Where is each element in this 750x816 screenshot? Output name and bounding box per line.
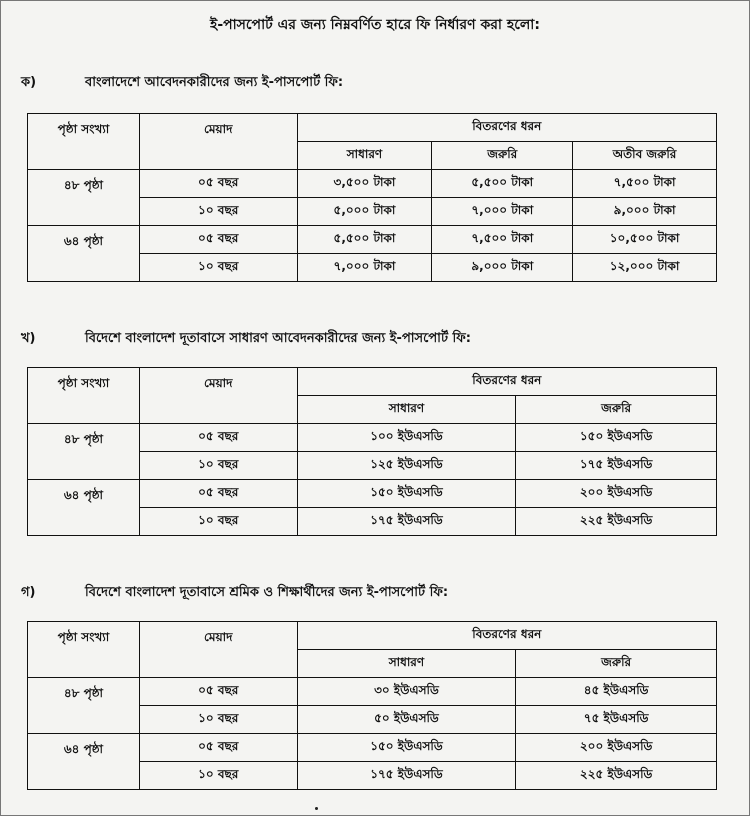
table-row: [28, 480, 717, 508]
validity-cell: ০৫ বছর: [139, 734, 297, 762]
section-a-label: ক): [21, 75, 37, 90]
header-super-express: অতীব জরুরি: [573, 142, 717, 170]
header-express: জরুরি: [516, 396, 717, 424]
regular-fee-cell: ৫,৫০০ টাকা: [297, 226, 432, 254]
header-regular: সাধারণ: [297, 650, 516, 678]
page-dot: [315, 807, 318, 810]
header-validity: মেয়াদ: [139, 622, 297, 678]
header-delivery: বিতরণের ধরন: [297, 114, 716, 142]
super-express-fee-cell: ৯,০০০ টাকা: [573, 198, 717, 226]
regular-fee-cell: ১০০ ইউএসডি: [297, 424, 516, 452]
table-row: [28, 226, 717, 254]
validity-cell: ১০ বছর: [139, 762, 297, 790]
table-row: [28, 424, 717, 452]
validity-cell: ০৫ বছর: [139, 170, 297, 198]
express-fee-cell: ২২৫ ইউএসডি: [516, 508, 717, 536]
validity-cell: ০৫ বছর: [139, 480, 297, 508]
fee-table-bangladesh: [27, 113, 717, 282]
express-fee-cell: ৫,৫০০ টাকা: [432, 170, 573, 198]
section-a-heading: বাংলাদেশে আবেদনকারীদের জন্য ই-পাসপোর্ট ফি:: [85, 75, 344, 90]
super-express-fee-cell: ১০,৫০০ টাকা: [573, 226, 717, 254]
validity-cell: ১০ বছর: [139, 452, 297, 480]
pages-cell: ৬৪ পৃষ্ঠা: [28, 734, 140, 790]
section-b-heading: বিদেশে বাংলাদেশ দূতাবাসে সাধারণ আবেদনকারীদের জন্য ই-পাসপোর্ট ফি:: [85, 331, 471, 346]
validity-cell: ০৫ বছর: [139, 678, 297, 706]
regular-fee-cell: ১৫০ ইউএসডি: [297, 734, 516, 762]
express-fee-cell: ২০০ ইউএসডি: [516, 480, 717, 508]
pages-cell: ৬৪ পৃষ্ঠা: [28, 480, 140, 536]
regular-fee-cell: ১২৫ ইউএসডি: [297, 452, 516, 480]
validity-cell: ১০ বছর: [139, 706, 297, 734]
validity-cell: ১০ বছর: [139, 508, 297, 536]
express-fee-cell: ৭,০০০ টাকা: [432, 198, 573, 226]
header-express: জরুরি: [516, 650, 717, 678]
pages-cell: ৪৮ পৃষ্ঠা: [28, 678, 140, 734]
header-validity: মেয়াদ: [139, 114, 297, 170]
express-fee-cell: ৭৫ ইউএসডি: [516, 706, 717, 734]
validity-cell: ০৫ বছর: [139, 424, 297, 452]
regular-fee-cell: ৩,৫০০ টাকা: [297, 170, 432, 198]
header-pages: পৃষ্ঠা সংখ্যা: [28, 368, 140, 424]
validity-cell: ১০ বছর: [139, 198, 297, 226]
header-validity: মেয়াদ: [139, 368, 297, 424]
regular-fee-cell: ৫,০০০ টাকা: [297, 198, 432, 226]
header-regular: সাধারণ: [297, 142, 432, 170]
header-delivery: বিতরণের ধরন: [297, 368, 716, 396]
express-fee-cell: ৯,০০০ টাকা: [432, 254, 573, 282]
express-fee-cell: ২২৫ ইউএসডি: [516, 762, 717, 790]
pages-cell: ৪৮ পৃষ্ঠা: [28, 170, 140, 226]
section-c-label: গ): [21, 585, 36, 600]
table-row: [28, 734, 717, 762]
table-row: [28, 678, 717, 706]
validity-cell: ০৫ বছর: [139, 226, 297, 254]
section-b-label: খ): [21, 331, 36, 346]
header-express: জরুরি: [432, 142, 573, 170]
regular-fee-cell: ৫০ ইউএসডি: [297, 706, 516, 734]
regular-fee-cell: ১৭৫ ইউএসডি: [297, 762, 516, 790]
super-express-fee-cell: ১২,০০০ টাকা: [573, 254, 717, 282]
header-regular: সাধারণ: [297, 396, 516, 424]
fee-table-embassy-general: [27, 367, 717, 536]
fee-table-embassy-workers-students: [27, 621, 717, 790]
validity-cell: ১০ বছর: [139, 254, 297, 282]
regular-fee-cell: ১৫০ ইউএসডি: [297, 480, 516, 508]
regular-fee-cell: ৭,০০০ টাকা: [297, 254, 432, 282]
express-fee-cell: ১৭৫ ইউএসডি: [516, 452, 717, 480]
page-title: ই-পাসপোর্ট এর জন্য নিম্নবর্ণিত হারে ফি নির্ধারণ করা হলো:: [210, 17, 540, 33]
header-pages: পৃষ্ঠা সংখ্যা: [28, 114, 140, 170]
pages-cell: ৪৮ পৃষ্ঠা: [28, 424, 140, 480]
table-row: [28, 170, 717, 198]
regular-fee-cell: ৩০ ইউএসডি: [297, 678, 516, 706]
header-delivery: বিতরণের ধরন: [297, 622, 716, 650]
express-fee-cell: ২০০ ইউএসডি: [516, 734, 717, 762]
regular-fee-cell: ১৭৫ ইউএসডি: [297, 508, 516, 536]
pages-cell: ৬৪ পৃষ্ঠা: [28, 226, 140, 282]
express-fee-cell: ৪৫ ইউএসডি: [516, 678, 717, 706]
super-express-fee-cell: ৭,৫০০ টাকা: [573, 170, 717, 198]
express-fee-cell: ১৫০ ইউএসডি: [516, 424, 717, 452]
express-fee-cell: ৭,৫০০ টাকা: [432, 226, 573, 254]
header-pages: পৃষ্ঠা সংখ্যা: [28, 622, 140, 678]
section-c-heading: বিদেশে বাংলাদেশ দূতাবাসে শ্রমিক ও শিক্ষার্থীদের জন্য ই-পাসপোর্ট ফি:: [85, 585, 449, 600]
